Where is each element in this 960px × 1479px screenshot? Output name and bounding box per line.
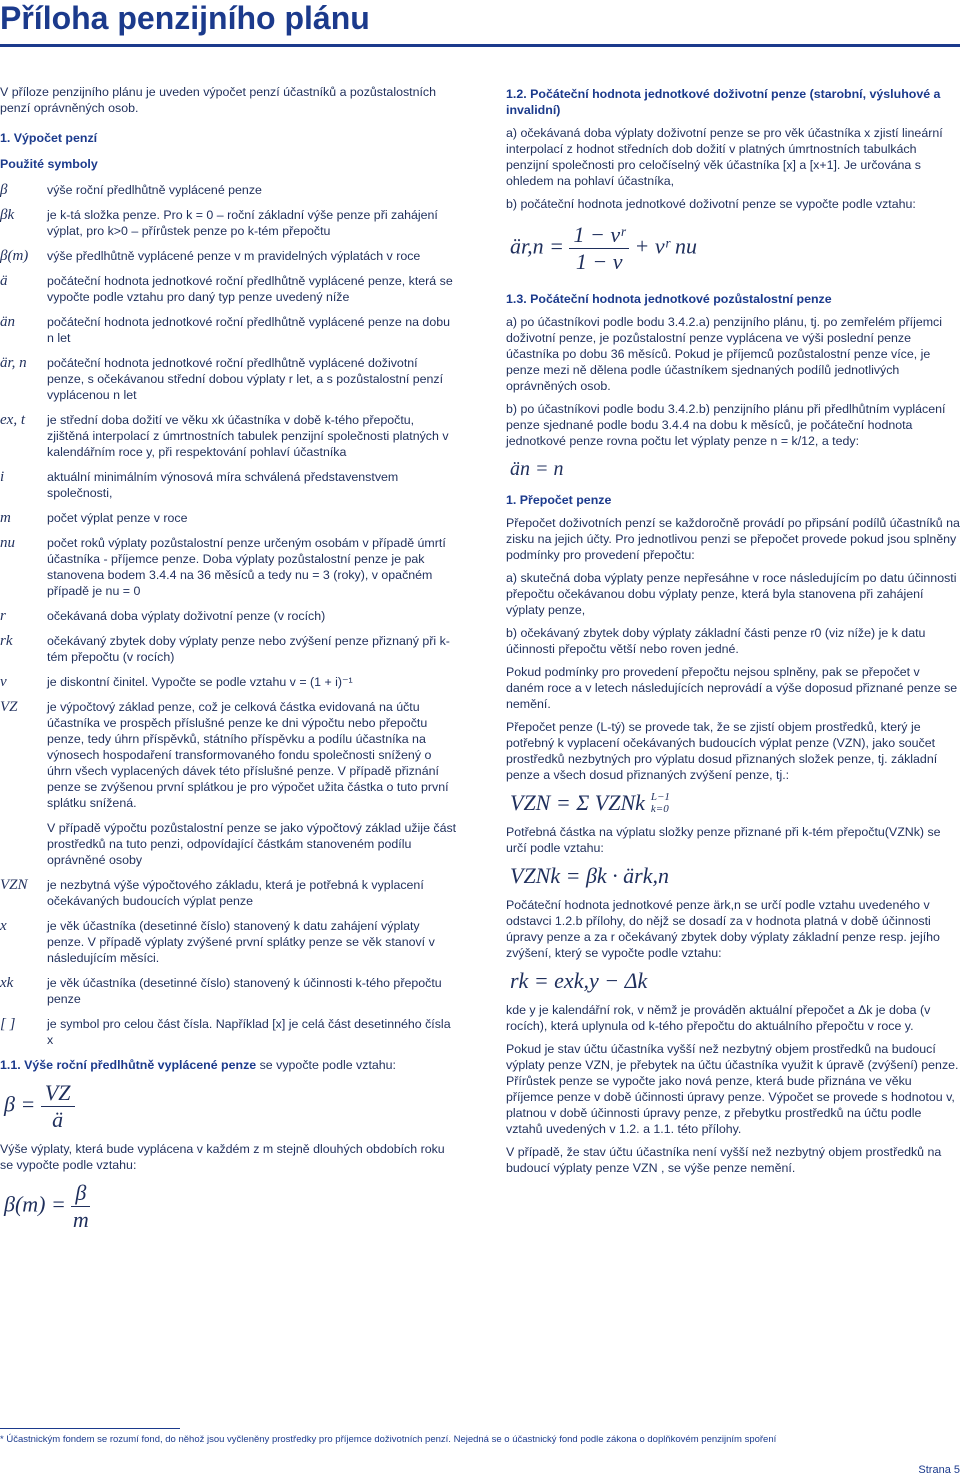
- symbol-term: m: [0, 510, 11, 526]
- symbol-description: V případě výpočtu pozůstalostní penze se jako výpočtový základ užije část prostředků na tuto penzi, odpovídající částkám stanoveném podílu oprávněné osoby: [47, 821, 457, 867]
- paragraph-prepocet-5: Počáteční hodnota jednotkové penze ärk,n se určí podle vztahu uvedeného v odstavci 1.2.b přílohy, do nějž se dosadí za v hodnota platná v době účinnosti úpravy penze a za r očekávaný zbytek doby výplaty základní penze resp. jejího zvýšení, který se vypočte podle vztahu:: [506, 898, 940, 960]
- symbol-description: je střední doba dožití ve věku xk účastníka v době k-tého přepočtu, zjištěná interpolací z úmrtnostních tabulek penzijní společnosti platných v kalendářním roce y, při respektování pohlaví účastníka: [47, 413, 449, 459]
- symbol-description: je nezbytná výše výpočtového základu, která je potřebná k vyplacení očekávaných budoucích výplat penze: [47, 878, 424, 908]
- symbol-term: r: [0, 608, 6, 624]
- symbol-row: [0, 975, 458, 1007]
- page-title: Příloha penzijního plánu: [0, 0, 370, 36]
- paragraph-prepocet-8: V případě, že stav účtu účastníka není vyšší než nezbytný objem prostředků na budoucí výplaty penze VZN , se výše penze nemění.: [506, 1145, 942, 1175]
- paragraph-payment: Výše výplaty, která bude vyplácena v každém z m stejně dlouhých obdobích roku se vypočte podle vztahu:: [0, 1142, 445, 1172]
- intro-paragraph: V příloze penzijního plánu je uveden výpočet penzí účastníků a pozůstalostních penzí oprávněných osob.: [0, 85, 437, 115]
- symbol-row: [0, 273, 458, 305]
- symbol-description: je věk účastníka (desetinné číslo) stanovený k účinnosti k-tého přepočtu penze: [47, 976, 442, 1006]
- symbol-term: ä: [0, 273, 8, 289]
- symbol-term: VZ: [0, 699, 18, 715]
- paragraph-1-2-b: b) počáteční hodnota jednotkové doživotní penze se vypočte podle vztahu:: [506, 197, 916, 211]
- section-heading-1-1: 1.1. Výše roční předlhůtně vyplácené penze se vypočte podle vztahu:: [0, 1058, 396, 1072]
- equation-vzn: VZN = Σ VZNk L−1 k=0: [510, 790, 670, 815]
- symbol-row: [0, 355, 458, 403]
- section-heading-1: 1. Výpočet penzí: [0, 131, 98, 145]
- paragraph-prepocet-7: Pokud je stav účtu účastníka vyšší než nezbytný objem prostředků na budoucí výplaty penze VZN, je přebytek na účtu účastníka využit k úpravě (zvýšení) penze. Přírůstek penze se vypočte jako nová penze, která bude přiznána ve věku příjemce penze v době účinnosti úpravy penze. Výpočet se provede s hodnotou v, platnou v době účinnosti úpravy penze, z přebytku prostředků na účtu podle vztahů uvedených v 1.2. a 1.1. této přílohy.: [506, 1042, 959, 1136]
- section-heading-1-3: 1.3. Počáteční hodnota jednotkové pozůstalostní penze: [506, 292, 832, 306]
- paragraph-prepocet-3: Přepočet penze (L-tý) se provede tak, že se zjistí objem prostředků, který je potřebný k vyplacení očekávaných budoucích výplat penze (VZN), jako součet prostředků nezbytných pro výplatu dosud přiznaných složek penze, tj. základní penze a všech dosud přiznaných zvýšení penze, tj.:: [506, 720, 938, 782]
- symbol-description: počáteční hodnota jednotkové roční předlhůtně vyplácené doživotní penze, s očekávanou střední dobou výplaty r let, a s pozůstalostní penzí vyplácenou n let: [47, 356, 444, 402]
- paragraph-prepocet-b: b) očekávaný zbytek doby výplaty základní části penze r0 (viz níže) je k datu účinnosti přepočtu větší nebo roven jedné.: [506, 626, 926, 656]
- symbol-term: är, n: [0, 355, 27, 371]
- symbol-row: [0, 182, 458, 198]
- symbol-term: x: [0, 918, 7, 934]
- symbol-row: [0, 608, 458, 624]
- paragraph-prepocet-1: Přepočet doživotních penzí se každoročně provádí po připsání podílů účastníků na zisku na jejich účty. Pro jednotlivou penzi se přepočet provede pokud jsou splněny podmínky pro provedení přepočtu:: [506, 516, 960, 562]
- sum-lower-limit: k=0: [650, 803, 669, 815]
- symbol-term: VZN: [0, 877, 28, 893]
- paragraph-1-2-a: a) očekávaná doba výplaty doživotní penze se pro věk účastníka x zjistí lineární interpolací z hodnot středních dob dožití v platných úmrtnostních tabulkách penzijní společnosti pro celočíselný věk účastníka [x] a [x+1]. Je určována s ohledem na pohlaví účastníka,: [506, 126, 943, 188]
- symbol-description: výše roční předlhůtně vyplácené penze: [47, 183, 262, 197]
- symbol-term: än: [0, 314, 15, 330]
- symbol-row: [0, 877, 458, 909]
- symbol-row: [0, 207, 458, 239]
- symbol-term: i: [0, 469, 5, 485]
- symbol-row: [0, 674, 458, 690]
- symbol-row: [0, 535, 458, 599]
- symbol-term: β: [0, 182, 8, 198]
- symbol-row: [0, 820, 458, 868]
- equation-an: än = n: [510, 458, 564, 480]
- title-rule: [0, 44, 960, 47]
- page-number: Strana 5: [918, 1464, 960, 1476]
- symbol-row: [0, 918, 458, 966]
- symbol-term: nu: [0, 535, 15, 551]
- symbol-description: počáteční hodnota jednotkové roční předlhůtně vyplácené penze, která se vypočte podle vztahu pro daný typ penze uvedený níže: [47, 274, 453, 304]
- equation-beta: β = $\frac{VZ}{ä}$: [4, 1080, 458, 1133]
- symbols-heading: Použité symboly: [0, 157, 98, 171]
- footnote-rule: [0, 1428, 180, 1429]
- symbol-description: je k-tá složka penze. Pro k = 0 – roční základní výše penze při zahájení výplat, pro k>0 – přírůstek penze po k-tém přepočtu: [47, 208, 438, 238]
- symbol-term: β(m): [0, 248, 29, 264]
- symbol-description: očekávaná doba výplaty doživotní penze (v rocích): [47, 609, 326, 623]
- symbol-term: βk: [0, 207, 15, 223]
- symbol-term: [0, 820, 47, 868]
- symbol-row: [0, 633, 458, 665]
- symbol-term: rk: [0, 633, 13, 649]
- equation-beta-m: β(m) = $\frac{\beta}{m}$: [4, 1180, 89, 1232]
- symbol-description: výše předlhůtně vyplácené penze v m pravidelných výplatách v roce: [47, 249, 421, 263]
- symbol-row: [0, 469, 458, 501]
- symbol-description: je věk účastníka (desetinné číslo) stanovený k datu zahájení výplaty penze. V případě výplaty zvýšené první splátky penze se věk stanoví v následujícím měsíci.: [47, 919, 435, 965]
- symbols-list: [0, 182, 458, 1048]
- symbol-term: ex, t: [0, 412, 25, 428]
- symbol-description: počet výplat penze v roce: [47, 511, 188, 525]
- symbol-description: aktuální minimálním výnosová míra schválená představenstvem společnosti,: [47, 470, 399, 500]
- symbol-description: je diskontní činitel. Vypočte se podle vztahu v = (1 + i)⁻¹: [47, 675, 353, 689]
- symbol-row: [0, 510, 458, 526]
- symbol-row: [0, 699, 458, 811]
- paragraph-prepocet-4: Potřebná částka na výplatu složky penze přiznané při k-tém přepočtu(VZNk) se určí podle vztahu:: [506, 825, 941, 855]
- footnote: * Účastnickým fondem se rozumí fond, do něhož jsou vyčleněny prostředky pro příjemce doživotních penzí. Nejedná se o účastnický fond podle zákona o doplňkovém penzijním spoření: [0, 1434, 777, 1445]
- symbol-row: [0, 314, 458, 346]
- symbol-row: [0, 1016, 458, 1048]
- symbol-description: je výpočtový základ penze, což je celková částka evidovaná na účtu účastníka ve prospěch příslušné penze ke dni výpočtu nebo přepočtu penze, tedy úhrn příspěvků, státního příspěvku a podílu účastníka na výnosech hospodaření transformovaného fondu společnosti snížený o úhrn všech vyplacených dávek této příslušné penze. V případě přiznání penze se zvýšenou první splátkou je pro výpočet užita částka o tuto první splátku snížená.: [47, 700, 449, 810]
- symbol-description: počáteční hodnota jednotkové roční předlhůtně vyplácené penze na dobu n let: [47, 315, 450, 345]
- paragraph-prepocet-6: kde y je kalendářní rok, v němž je prováděn aktuální přepočet a Δk je doba (v rocích), která uplynula od k-tého přepočtu do aktuálního přepočtu v roce y.: [506, 1003, 931, 1033]
- symbol-term: v: [0, 674, 7, 690]
- equation-rk: rk = exk,y − Δk: [510, 968, 648, 993]
- paragraph-1-3-a: a) po účastníkovi podle bodu 3.4.2.a) penzijního plánu, tj. po zemřelém příjemci doživotní penze, je pozůstalostní penze vyplácena ve výši poslední penze účastníka po dobu 36 měsíců. Pokud je příjemců pozůstalostní penze více, je penze mezi ně dělena podle účastníkem sjednaných podílů jednotlivých oprávněných osob.: [506, 315, 942, 393]
- paragraph-prepocet-2: Pokud podmínky pro provedení přepočtu nejsou splněny, pak se přepočet v daném roce a v letech následujících neprovádí a výše doposud přiznané penze se nemění.: [506, 665, 958, 711]
- symbol-description: počet roků výplaty pozůstalostní penze určeným osobám v případě úmrtí účastníka - příjemce penze. Doba výplaty pozůstalostní penze je pak stanovena bodem 3.4.4 na 36 měsíců a tedy nu = 3 (roky), v opačném případě je nu = 0: [47, 536, 446, 598]
- sum-upper-limit: L−1: [650, 791, 670, 803]
- right-column: [506, 86, 960, 1183]
- left-column: [0, 84, 458, 1241]
- paragraph-prepocet-a: a) skutečná doba výplaty penze nepřesáhne v roce následujícím po datu účinnosti přepočtu očekávanou dobu výplaty penze, která byla stanovena při zahájení výplaty penze,: [506, 571, 957, 617]
- section-heading-prepocet: 1. Přepočet penze: [506, 493, 612, 507]
- symbol-description: je symbol pro celou část čísla. Například [x] je celá část desetinného čísla x: [47, 1017, 451, 1047]
- section-heading-1-2: 1.2. Počáteční hodnota jednotkové doživotní penze (starobní, výsluhové a invalidní): [506, 87, 941, 117]
- symbol-row: [0, 412, 458, 460]
- symbol-row: [0, 248, 458, 264]
- equation-arn: är,n = $\frac{\text{1 − vʳ}}{1 - v}$ + vʳ nu: [510, 222, 697, 274]
- equation-vznk: VZNk = βk · ärk,n: [510, 863, 670, 888]
- symbol-term: xk: [0, 975, 14, 991]
- symbol-description: očekávaný zbytek doby výplaty penze nebo zvýšení penze přiznaný při k-tém přepočtu (v rocích): [47, 634, 450, 664]
- symbol-term: [ ]: [0, 1016, 16, 1032]
- paragraph-1-3-b: b) po účastníkovi podle bodu 3.4.2.b) penzijního plánu při předlhůtním vyplácení penze sjednané podle bodu 3.4.4 na dobu k měsíců, je počáteční hodnota jednotkové penze rovna počtu let výplaty penze n = k/12, a tedy:: [506, 402, 946, 448]
